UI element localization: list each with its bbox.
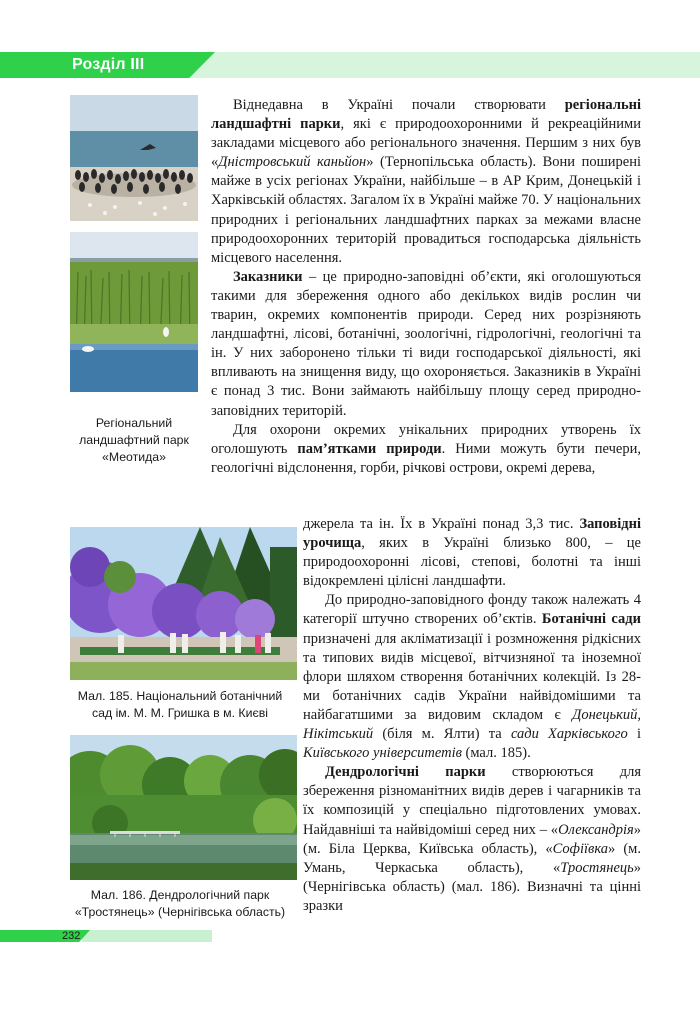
caption-fig185	[55, 688, 305, 722]
text-span: , яких в Україні близько 800, – це природоохоронні лісові, степові, болотні та інші відокремлені цілісні ландшафти.	[303, 535, 641, 590]
text-span: Віднедавна в Україні почали створювати	[233, 97, 565, 113]
text-span: , які є природоохоронними й рекреаційними закладами місцевого або регіонального значення. Першим з них був «	[211, 116, 641, 171]
term-zakaznyky: Заказники	[233, 268, 303, 285]
text-span: джерела та ін. Їх в Україні понад 3,3 тис.	[303, 516, 580, 532]
photo-birds-shore	[70, 95, 198, 221]
text-column-upper	[211, 96, 641, 478]
text-span: призначені для акліматизації і розмноження рідкісних та типових видів місцевої, вітчизняної та іноземної флори шляхом створення ботанічних колекцій. Із 28-ми ботанічних садів України найвідомішими та найбагатшими за видовим складом є	[303, 630, 641, 723]
text-span: » (м. Біла Церква, Київська область), «	[303, 821, 641, 857]
caption-line: «Тростянець» (Чернігівська область)	[74, 905, 286, 919]
text-span: . Ними можуть бути печери, геологічні відслонення, горби, річкові острови, окремі дерева,	[211, 440, 641, 476]
photo-reeds-lake	[70, 232, 198, 392]
paragraph-monuments	[211, 421, 641, 478]
paragraph-botanical-gardens	[303, 591, 641, 763]
paragraph-dendro-parks	[303, 763, 641, 916]
paragraph-regional-parks	[211, 96, 641, 268]
photo-dendro-park	[70, 735, 297, 880]
name-kyiv-university: Київського університетів	[303, 745, 462, 762]
text-span: » (Чернігівська область) (мал. 186). Визначні та цінні зразки	[303, 859, 641, 914]
text-column-lower	[303, 515, 641, 916]
paragraph-urochyshcha	[303, 515, 641, 591]
term-regional-parks: регіональні ландшафтні парки	[211, 97, 641, 133]
text-span: (мал. 185).	[461, 745, 531, 762]
name-dnister-canyon: Дністровський каньйон	[218, 154, 367, 171]
photo-lilac-garden	[70, 527, 297, 680]
caption-fig186	[55, 887, 305, 921]
text-span: – це природно-заповідні об’єкти, які оголошуються такими для збереження одного або декількох видів рослин чи тварин, окремих компонентів природи. Серед них розрізняють ландшафтні, лісові, ботанічні, зоологічні, гідрологічні, геологічні та ін. У них заборонено тільки ті види господарської діяльності, які впливають на знищення виду, що охороняється. Заказників в Україні є понад 3 тис. Вони займають найбільшу площу серед природно-заповідних територій.	[211, 268, 641, 419]
text-span: » (Тернопільська область). Вони поширені майже в усіх регіонах України, найбільше – в АР Крим, Донецькій і Харківській областях. Загалом їх в Україні майже 70. У національних природних і регіональних ландшафтних парках за межами власне природоохоронних територій провадиться господарська діяльність місцевого населення.	[211, 154, 641, 266]
name-trostianets: Тростянець	[560, 859, 634, 876]
term-dendro-parks: Дендрологічні парки	[325, 764, 486, 781]
caption-line: ландшафтний парк	[79, 433, 189, 447]
caption-line: сад ім. М. М. Гришка в м. Києві	[91, 706, 268, 720]
term-urochyshcha: Заповідні урочища	[303, 516, 641, 552]
name-gardens: Донецький, Нікітський	[303, 706, 641, 743]
caption-meotyda	[60, 415, 208, 466]
section-title: Розділ ІІІ	[72, 56, 145, 73]
page-number: 232	[62, 930, 81, 942]
text-span: створюються для збереження різноманітних видів дерев і чагарників та їх композицій у спеціально підготовлених умовах. Найдавніші та найвідоміші серед них – «	[303, 764, 641, 838]
caption-line: Регіональний	[95, 416, 173, 430]
text-span: Для охорони окремих унікальних природних утворень їх оголошують	[211, 421, 641, 457]
text-span: До природно-заповідного фонду також належать 4 категорії штучно створених об’єктів.	[303, 592, 641, 628]
name-kharkiv-gardens: сади Харківського	[510, 726, 628, 743]
caption-line: Мал. 186. Дендрологічний парк	[90, 888, 270, 902]
caption-line: «Меотида»	[102, 450, 166, 464]
caption-line: Мал. 185. Національний ботанічний	[77, 689, 283, 703]
text-span: (біля м. Ялти) та	[373, 726, 511, 743]
footer-band	[82, 930, 212, 942]
text-span: і	[627, 726, 641, 743]
name-oleksandriia: Олександрія	[558, 821, 634, 838]
term-botanical-gardens: Ботанічні сади	[541, 611, 641, 628]
text-span: » (м. Умань, Черкаська область), «	[303, 840, 641, 876]
paragraph-zakaznyky	[211, 268, 641, 421]
name-sofiivka: Софіївка	[552, 840, 608, 857]
term-monuments: пам’ятками природи	[297, 440, 442, 457]
